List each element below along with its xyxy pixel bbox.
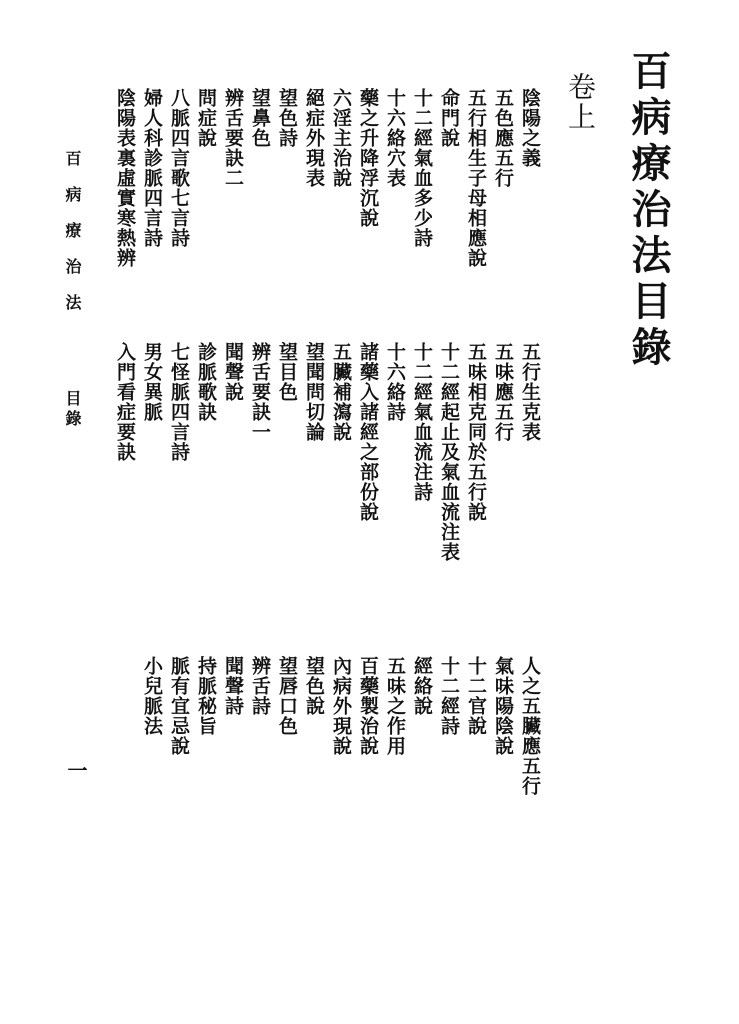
toc-entry: 持脈秘旨 [195, 656, 217, 736]
toc-entry: 辨舌詩 [249, 656, 271, 716]
toc-entry: 藥之升降浮沉說 [357, 88, 379, 228]
toc-entry: 小兒脈法 [141, 656, 163, 736]
toc-entry: 望色詩 [276, 88, 298, 148]
toc-entry: 經絡說 [411, 656, 433, 716]
toc-entry: 五味之作用 [384, 656, 406, 756]
toc-entry: 望色說 [303, 656, 325, 716]
toc-entry: 五行相生子母相應說 [465, 88, 487, 268]
toc-entry: 男女異脈 [141, 342, 163, 422]
toc-entry: 五臟補瀉說 [330, 342, 352, 442]
toc-entry: 聞聲說 [222, 342, 244, 402]
toc-entry: 辨舌要訣二 [222, 88, 244, 188]
page-title: 百病療治法目錄 [625, 50, 672, 372]
toc-entry: 十六絡穴表 [384, 88, 406, 188]
toc-entry: 百藥製治說 [357, 656, 379, 756]
toc-entry: 陰陽表裏虛實寒熱辨 [114, 88, 136, 268]
toc-entry: 脈有宜忌說 [168, 656, 190, 756]
toc-entry: 五味應五行 [492, 342, 514, 442]
toc-entry: 十六絡詩 [384, 342, 406, 422]
margin-book-title: 百病療治法 [63, 150, 82, 330]
toc-entry: 十二經起止及氣血流注表 [438, 342, 460, 562]
toc-entry: 十二官說 [465, 656, 487, 736]
toc-entry: 診脈歌訣 [195, 342, 217, 422]
toc-entry: 辨舌要訣一 [249, 342, 271, 442]
toc-entry: 陰陽之義 [519, 88, 541, 168]
margin-section-label: 目錄 [63, 390, 82, 430]
toc-entry: 氣味陽陰說 [492, 656, 514, 756]
toc-entry: 絕症外現表 [303, 88, 325, 188]
toc-entry: 諸藥入諸經之部份說 [357, 342, 379, 522]
toc-entry: 入門看症要訣 [114, 342, 136, 462]
page-number: 一 [64, 760, 88, 780]
volume-heading: 卷上 [564, 72, 597, 132]
toc-entry: 望鼻色 [249, 88, 271, 148]
toc-entry: 人之五臟應五行 [519, 656, 541, 796]
toc-entry: 內病外現說 [330, 656, 352, 756]
toc-entry: 八脈四言歌七言詩 [168, 88, 190, 248]
toc-entry: 望聞問切論 [303, 342, 325, 442]
toc-entry: 望目色 [276, 342, 298, 402]
toc-entry: 十二經氣血多少詩 [411, 88, 433, 248]
toc-entry: 五色應五行 [492, 88, 514, 188]
toc-entry: 十二經詩 [438, 656, 460, 736]
toc-entry: 五味相克同於五行說 [465, 342, 487, 522]
toc-entry: 問症說 [195, 88, 217, 148]
toc-entry: 五行生克表 [519, 342, 541, 442]
toc-entry: 婦人科診脈四言詩 [141, 88, 163, 248]
toc-entry: 望唇口色 [276, 656, 298, 736]
toc-entry: 十二經氣血流注詩 [411, 342, 433, 502]
toc-entry: 七怪脈四言詩 [168, 342, 190, 462]
toc-entry: 聞聲詩 [222, 656, 244, 716]
toc-entry: 命門說 [438, 88, 460, 148]
toc-entry: 六淫主治說 [330, 88, 352, 188]
